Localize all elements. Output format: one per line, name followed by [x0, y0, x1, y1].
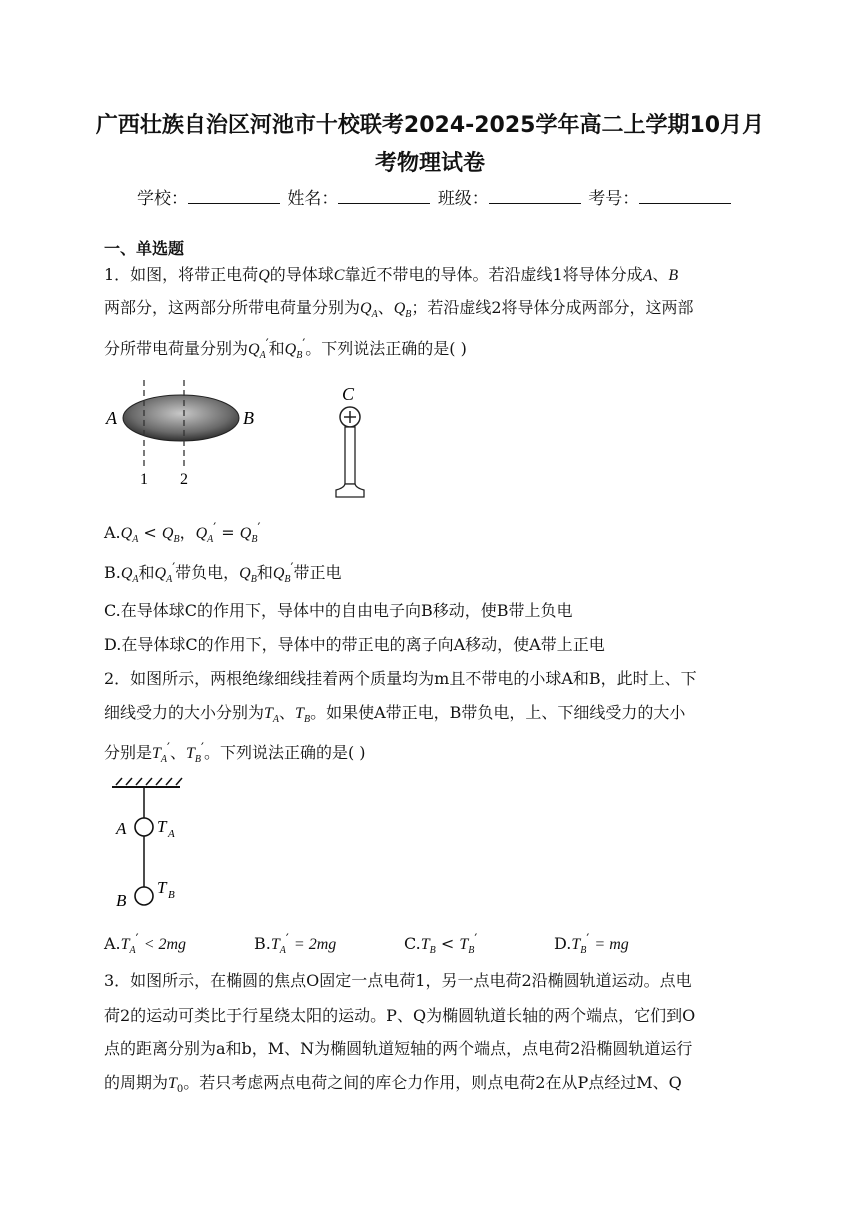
q2-figure	[108, 775, 198, 915]
q2-option-B[interactable]: $B.T_A' = 2mg$	[254, 932, 337, 957]
q3-line2: 荷2的运动可类比于行星绕太阳的运动。P、Q为椭圆轨道长轴的两个端点，它们到O	[104, 1006, 696, 1025]
fig-label-B: B	[116, 891, 127, 910]
q1-line3: 分所带电荷量分别为$Q_A'$和$Q_B'$。下列说法正确的是( )	[104, 337, 467, 362]
fig-label-1: 1	[140, 471, 148, 488]
q1-option-D[interactable]: D.在导体球C的作用下，导体中的带正电的离子向A移动，使A带上正电	[104, 635, 605, 654]
student-info-row	[137, 184, 733, 209]
fig-label-C: C	[342, 384, 355, 404]
q1-option-A[interactable]: $A.Q_A < Q_B$，$Q_A' = Q_B'$	[104, 521, 261, 546]
number-blank[interactable]	[639, 189, 731, 204]
q2-line3: 分别是$T_A'$、$T_B'$。下列说法正确的是( )	[104, 741, 366, 766]
q2-option-D[interactable]: $D.T_B'$ = mg	[554, 932, 629, 957]
q2-option-C[interactable]: $C.T_B < T_B'$	[404, 932, 478, 957]
fig-label-B: B	[243, 408, 254, 428]
fig-label-A: A	[106, 408, 117, 428]
fig-label-TA: T	[157, 817, 167, 836]
q1-line2: 两部分，这两部分所带电荷量分别为$Q_A$、$Q_B$；若沿虚线2将导体分成两部分，这两部	[104, 298, 694, 321]
name-blank[interactable]	[338, 189, 430, 204]
fig-label-TA-sub: A	[168, 828, 175, 840]
fig-label-TB-sub: B	[168, 889, 175, 901]
exam-title-line1: 广西壮族自治区河池市十校联考2024-2025学年高二上学期10月月	[95, 113, 765, 138]
fig-label-A: A	[116, 819, 127, 838]
q2-option-A[interactable]: $A.T_A' < 2mg$	[104, 932, 187, 957]
q1-figure	[100, 380, 390, 505]
ball-B	[135, 887, 153, 905]
conductor-ellipse	[123, 395, 239, 441]
exam-title-line2: 考物理试卷	[374, 151, 485, 176]
q2-line1: 2．如图所示，两根绝缘细线挂着两个质量均为m且不带电的小球A和B，此时上、下	[104, 669, 697, 688]
q3-line4: 的周期为$T_0$。若只考虑两点电荷之间的库仑力作用，则点电荷2在从P点经过M、Q	[104, 1073, 682, 1096]
q3-line3: 点的距离分别为a和b，M、N为椭圆轨道短轴的两个端点，点电荷2沿椭圆轨道运行	[104, 1039, 693, 1058]
q1-option-B[interactable]: $B.Q_A$和$Q_A'$带负电，$Q_B$和$Q_B'$带正电	[104, 561, 342, 586]
ball-A	[135, 818, 153, 836]
class-blank[interactable]	[489, 189, 581, 204]
fig-label-TB: T	[157, 878, 167, 897]
q1-line1: 1．如图，将带正电荷Q的导体球C靠近不带电的导体。若沿虚线1将导体分成A、B	[104, 265, 679, 284]
class-label: 班级：	[437, 189, 489, 209]
q1-option-C[interactable]: C.在导体球C的作用下，导体中的自由电子向B移动，使B带上负电	[104, 601, 573, 620]
section-title: 一、单选题	[104, 239, 185, 258]
school-label: 学校：	[137, 189, 188, 209]
fig-label-2: 2	[180, 471, 188, 488]
number-label: 考号：	[588, 189, 640, 209]
insulating-stand	[345, 427, 355, 484]
q2-line2: 细线受力的大小分别为$T_A$、$T_B$。如果使A带正电，B带负电，上、下细线受力的大小	[104, 703, 686, 726]
name-label: 姓名：	[287, 189, 339, 209]
q3-line1: 3．如图所示，在椭圆的焦点O固定一点电荷1，另一点电荷2沿椭圆轨道运动。点电	[104, 971, 692, 990]
school-blank[interactable]	[188, 189, 280, 204]
